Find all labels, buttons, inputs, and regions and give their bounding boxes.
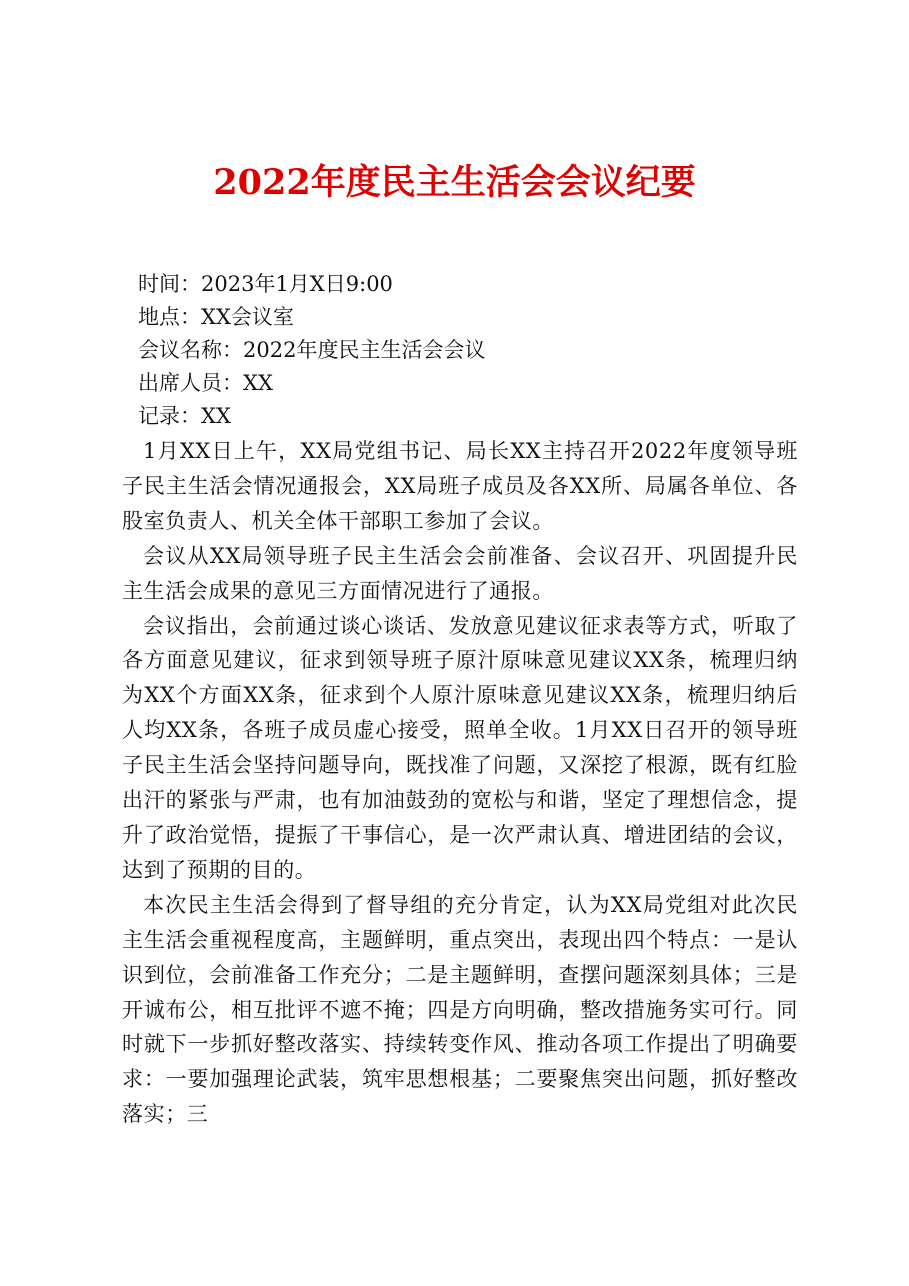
paragraph-3: 会议指出，会前通过谈心谈话、发放意见建议征求表等方式，听取了各方面意见建议，征求到领导班子原汁原味意见建议XX条，梳理归纳为XX个方面XX条，征求到个人原汁原味意见建议XX条，梳理归纳后人均XX条，各班子成员虚心接受，照单全收。1月XX日召开的领导班子民主生活会坚持问题导向，既找准了问题，又深挖了根源，既有红脸出汗的紧张与严肃，也有加油鼓劲的宽松与和谐，坚定了理想信念，提升了政治觉悟，提振了干事信心，是一次严肃认真、增进团结的会议，达到了预期的目的。 (122, 613, 798, 882)
meta-recorder: 记录：XX (138, 404, 231, 428)
paragraph-2: 会议从XX局领导班子民主生活会会前准备、会议召开、巩固提升民主生活会成果的意见三方面情况进行了通报。 (122, 543, 798, 603)
paragraph-1: 1月XX日上午，XX局党组书记、局长XX主持召开2022年度领导班子民主生活会情况通报会，XX局班子成员及各XX所、局属各单位、各股室负责人、机关全体干部职工参加了会议。 (122, 439, 798, 533)
meta-time: 时间：2023年1月X日9:00 (138, 272, 393, 296)
document-body (122, 434, 798, 1132)
meta-location: 地点：XX会议室 (138, 305, 294, 329)
paragraph-4: 本次民主生活会得到了督导组的充分肯定，认为XX局党组对此次民主生活会重视程度高，主题鲜明，重点突出，表现出四个特点：一是认识到位，会前准备工作充分；二是主题鲜明，查摆问题深刻具体；三是开诚布公，相互批评不遮不掩；四是方向明确，整改措施务实可行。同时就下一步抓好整改落实、持续转变作风、推动各项工作提出了明确要求：一要加强理论武装，筑牢思想根基；二要聚焦突出问题，抓好整改落实；三 (122, 892, 798, 1127)
document-title: 2022年度民主生活会会议纪要 (213, 162, 696, 203)
meeting-meta (138, 268, 798, 433)
meta-meeting-name: 会议名称：2022年度民主生活会会议 (138, 338, 486, 362)
meta-attendees: 出席人员：XX (138, 371, 273, 395)
